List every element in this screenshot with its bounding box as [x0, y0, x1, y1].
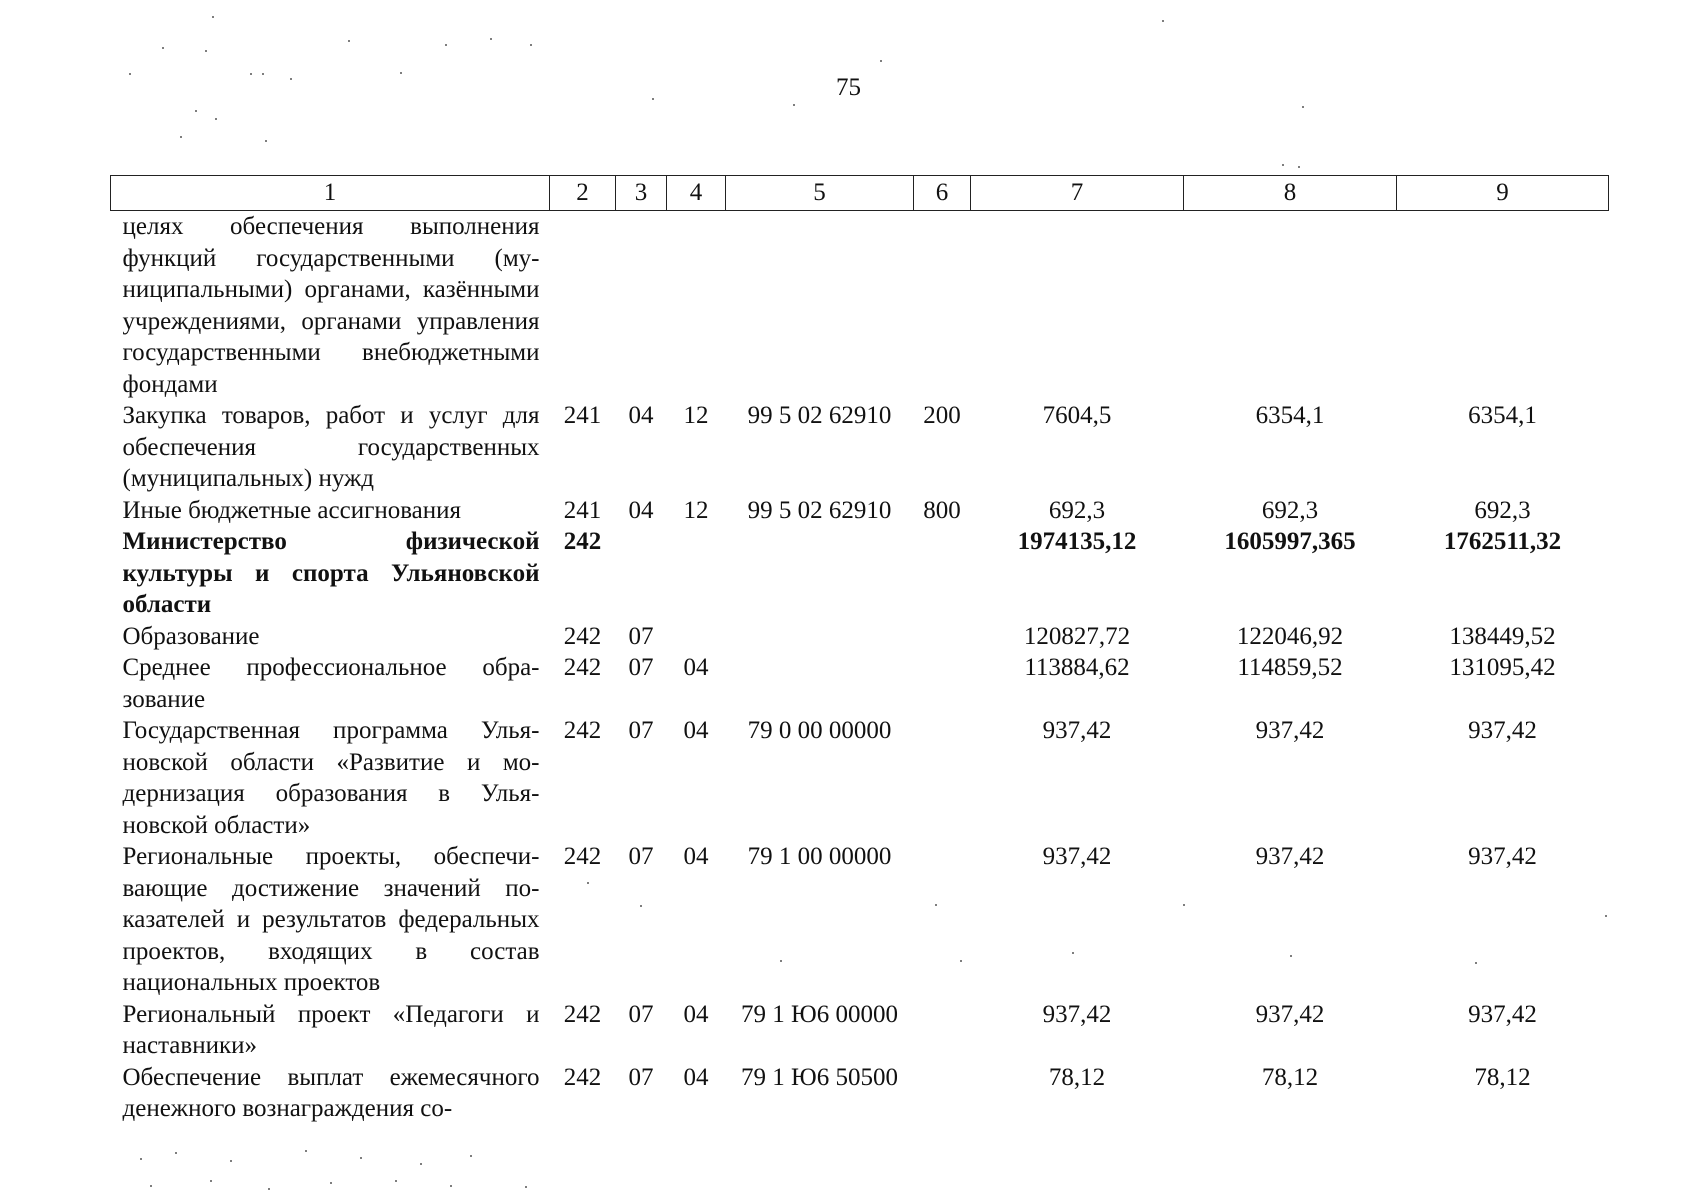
- column-header-2: 2: [550, 176, 616, 211]
- column-6-cell: [914, 1062, 971, 1125]
- column-8-cell: 937,42: [1255, 843, 1325, 870]
- row-name-cell: Обеспечение выплат ежемесячного денежного вознаграждения со-: [122, 1063, 540, 1122]
- column-8-cell: [1184, 211, 1397, 401]
- column-9-cell: 6354,1: [1468, 402, 1537, 429]
- column-5-cell: [726, 621, 914, 653]
- column-3-cell: 07: [628, 1063, 654, 1091]
- budget-table: [110, 175, 1609, 1125]
- column-8-cell: 122046,92: [1236, 622, 1344, 650]
- table-row: [111, 621, 1609, 653]
- column-2-cell: 242: [563, 622, 602, 650]
- column-3-cell: [616, 211, 667, 401]
- column-4-cell: [667, 526, 726, 621]
- column-5-cell: 99 5 02 62910: [747, 402, 892, 429]
- column-header-3: 3: [616, 176, 667, 211]
- column-4-cell: 04: [683, 843, 709, 870]
- column-4-cell: 12: [683, 402, 709, 429]
- column-6-cell: [914, 211, 971, 401]
- table-row: [111, 841, 1609, 999]
- column-7-cell: 937,42: [1042, 717, 1112, 744]
- column-8-cell: 937,42: [1255, 1000, 1325, 1028]
- column-3-cell: 07: [628, 654, 654, 681]
- table-row: [111, 495, 1609, 527]
- column-4-cell: 04: [683, 717, 709, 744]
- column-5-cell: 79 1 Ю6 00000: [741, 1000, 898, 1028]
- column-8-cell: 6354,1: [1255, 402, 1325, 429]
- table-row: [111, 999, 1609, 1062]
- column-4-cell: 04: [683, 1000, 709, 1028]
- column-4-cell: [667, 211, 726, 401]
- column-2-cell: 241: [563, 496, 602, 524]
- column-3-cell: 04: [628, 496, 654, 524]
- column-8-cell: 114859,52: [1237, 654, 1343, 681]
- column-5-cell: 79 0 00 00000: [747, 717, 892, 744]
- column-7-cell: 692,3: [1048, 496, 1106, 524]
- table-row: [111, 211, 1609, 401]
- column-9-cell: 78,12: [1474, 1063, 1531, 1091]
- column-6-cell: [914, 999, 971, 1062]
- column-6-cell: 200: [923, 402, 961, 429]
- column-9-cell: 131095,42: [1449, 654, 1556, 681]
- column-header-4: 4: [667, 176, 726, 211]
- column-9-cell: 937,42: [1468, 717, 1537, 744]
- column-6-cell: [914, 526, 971, 621]
- row-name-cell: Министерство физической культуры и спорта Ульяновской области: [122, 528, 540, 618]
- column-7-cell: 113884,62: [1024, 654, 1130, 681]
- row-name-cell: Региональные проекты, обеспечивающие достижение значений показателей и результатов федеральных проектов, входящих в состав национальных проектов: [122, 843, 540, 996]
- table-body: [111, 211, 1609, 1125]
- column-3-cell: 07: [628, 1000, 654, 1028]
- row-name-cell: Среднее профессиональное образование: [122, 654, 540, 713]
- column-2-cell: 242: [563, 843, 602, 870]
- column-2-cell: 242: [563, 1063, 602, 1091]
- column-7-cell: 7604,5: [1042, 402, 1112, 429]
- column-2-cell: 242: [563, 654, 602, 681]
- row-name-cell: Закупка товаров, работ и услуг для обеспечения государственных (муниципальных) нужд: [122, 402, 540, 492]
- column-2-cell: [550, 211, 616, 401]
- column-3-cell: 04: [628, 402, 654, 429]
- table-row: [111, 652, 1609, 715]
- column-3-cell: 07: [628, 717, 654, 744]
- column-8-cell: 692,3: [1261, 496, 1319, 524]
- column-6-cell: [914, 715, 971, 841]
- column-4-cell: [667, 621, 726, 653]
- column-2-cell: 242: [563, 528, 602, 555]
- column-2-cell: 242: [563, 1000, 602, 1028]
- header-row: [111, 176, 1609, 211]
- column-header-8: 8: [1184, 176, 1397, 211]
- table-row: [111, 1062, 1609, 1125]
- column-header-1: 1: [111, 176, 550, 211]
- column-2-cell: 241: [563, 402, 602, 429]
- column-7-cell: 78,12: [1048, 1063, 1106, 1091]
- column-7-cell: [971, 211, 1184, 401]
- column-6-cell: [914, 841, 971, 999]
- column-4-cell: 04: [683, 1063, 709, 1091]
- column-4-cell: 12: [683, 496, 709, 524]
- column-8-cell: 937,42: [1255, 717, 1325, 744]
- column-5-cell: [726, 652, 914, 715]
- column-9-cell: 692,3: [1474, 496, 1531, 524]
- column-7-cell: 120827,72: [1023, 622, 1131, 650]
- column-6-cell: [914, 621, 971, 653]
- column-header-7: 7: [971, 176, 1184, 211]
- row-name-cell: Образование: [122, 622, 260, 650]
- column-6-cell: [914, 652, 971, 715]
- row-name-cell: Региональный проект «Педагоги и наставники»: [122, 1000, 540, 1059]
- column-3-cell: 07: [628, 843, 654, 870]
- row-name-cell: Иные бюджетные ассигнования: [122, 496, 462, 524]
- table-row: [111, 526, 1609, 621]
- row-name-cell: Государственная программа Ульяновской области «Развитие и модернизация образования в Ульяновской области»: [122, 717, 540, 839]
- page-number: 75: [836, 74, 861, 101]
- column-3-cell: 07: [628, 622, 654, 650]
- column-header-6: 6: [914, 176, 971, 211]
- table-row: [111, 400, 1609, 495]
- column-9-cell: 937,42: [1468, 843, 1537, 870]
- column-9-cell: 937,42: [1468, 1000, 1537, 1028]
- table-row: [111, 715, 1609, 841]
- column-5-cell: 79 1 00 00000: [747, 843, 892, 870]
- column-4-cell: 04: [683, 654, 709, 681]
- column-5-cell: 79 1 Ю6 50500: [741, 1063, 898, 1091]
- column-5-cell: [726, 211, 914, 401]
- column-9-cell: 1762511,32: [1443, 528, 1562, 555]
- column-5-cell: [726, 526, 914, 621]
- row-name-cell: целях обеспечения выполнения функций государственными (муниципальными) органами, казёнными учреждениями, органами управления государственными внебюджетными фондами: [122, 213, 540, 398]
- column-8-cell: 1605997,365: [1224, 528, 1356, 555]
- column-7-cell: 937,42: [1042, 843, 1112, 870]
- column-7-cell: 1974135,12: [1017, 528, 1137, 555]
- column-2-cell: 242: [563, 717, 602, 744]
- column-6-cell: 800: [923, 496, 961, 524]
- column-header-9: 9: [1397, 176, 1609, 211]
- column-7-cell: 937,42: [1042, 1000, 1112, 1028]
- column-header-5: 5: [726, 176, 914, 211]
- column-5-cell: 99 5 02 62910: [747, 496, 892, 524]
- column-9-cell: [1397, 211, 1609, 401]
- column-3-cell: [616, 526, 667, 621]
- column-8-cell: 78,12: [1261, 1063, 1319, 1091]
- column-9-cell: 138449,52: [1449, 622, 1556, 650]
